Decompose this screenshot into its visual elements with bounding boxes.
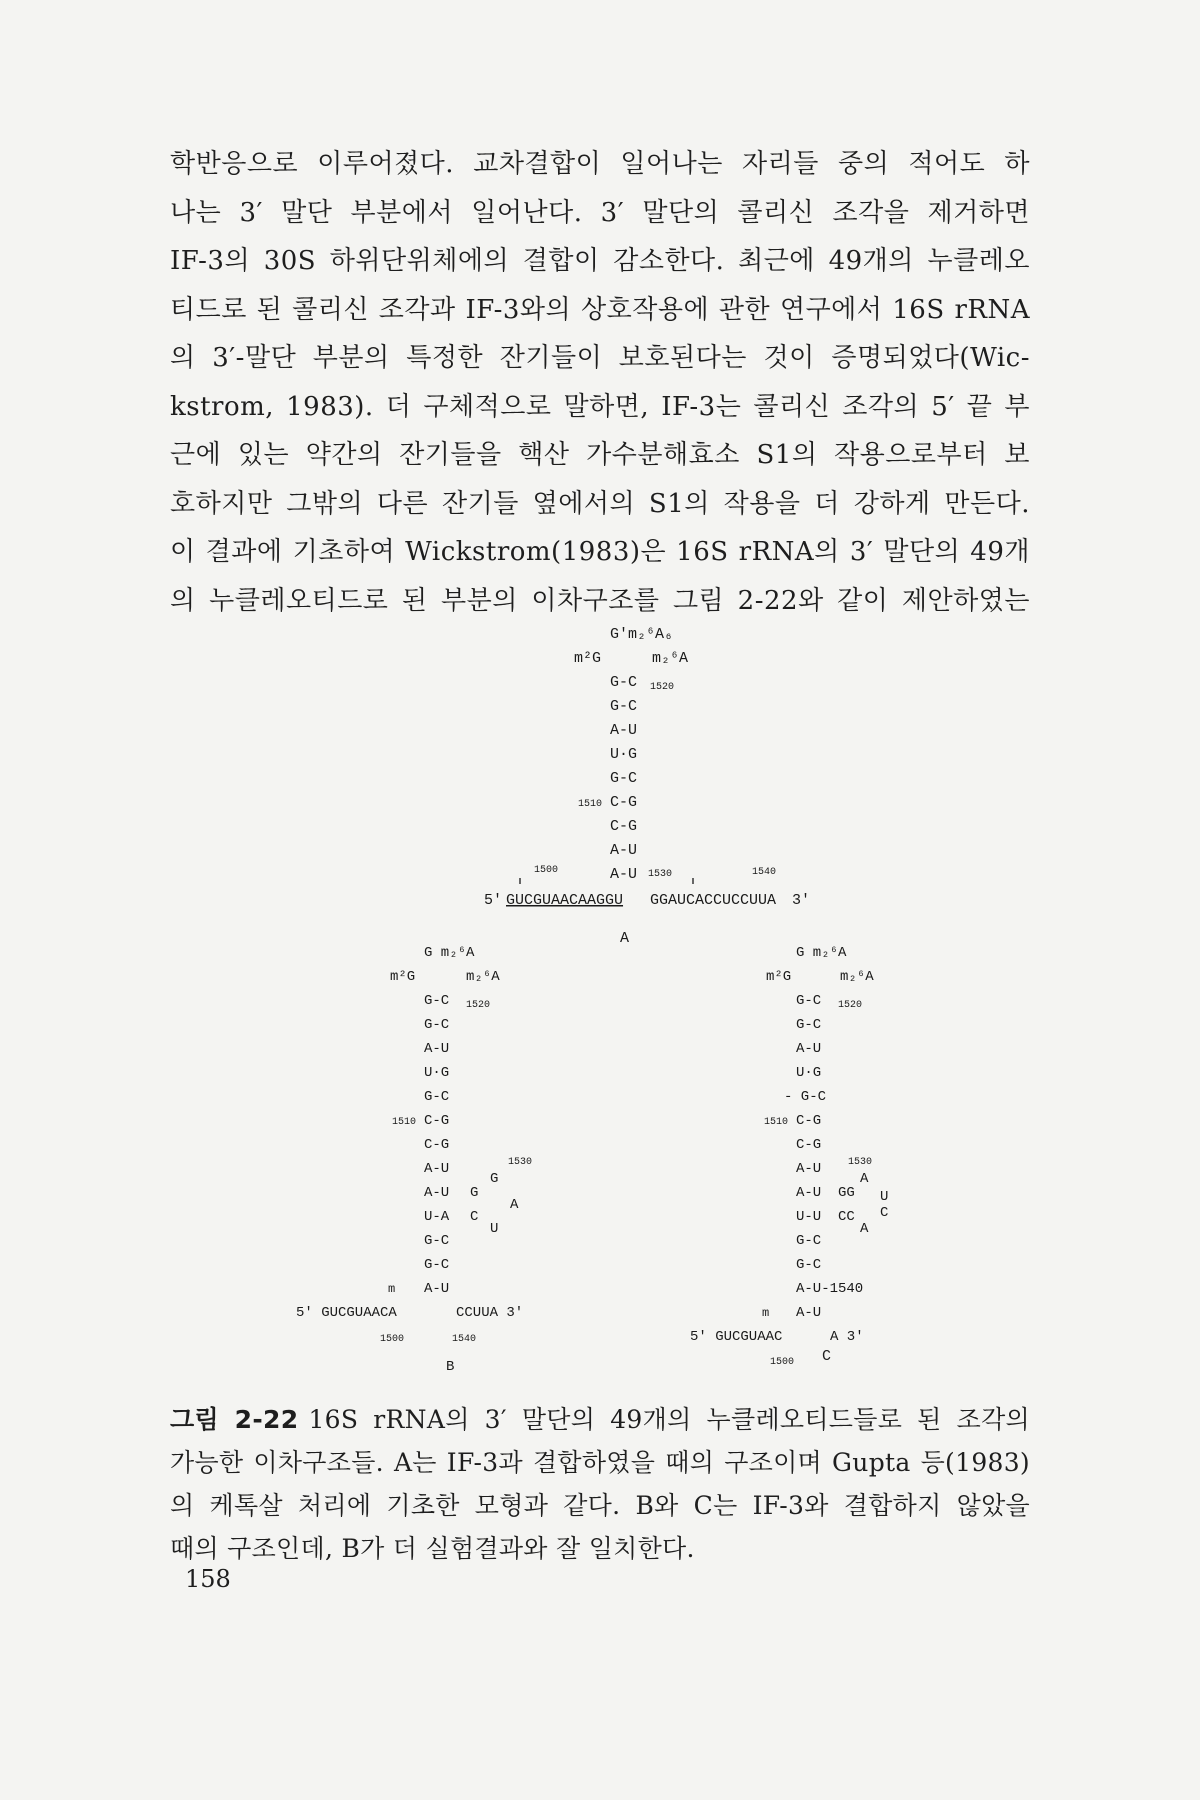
structure-c [690,945,888,1368]
a-label: A [620,930,630,947]
b-stem-pair: A-U [424,1161,450,1177]
a-seq-3prime: 3' [792,892,811,909]
b-stem-pair: G-C [424,1017,450,1033]
a-stem-pair: A-U [610,866,638,883]
c-inner: CC [838,1209,855,1225]
a-pos-label: 1520 [650,682,675,693]
b-stem-pair: A-U [424,1281,450,1297]
caption-line [170,1398,1030,1441]
b-loop-right: m₂⁶A [466,969,500,985]
b-stem-pair: A-U [424,1041,450,1057]
a-loop-top: G'm₂⁶A₆ [610,626,674,643]
b-seq: 5' GUCGUAACA [296,1305,397,1321]
body-line: 의 누클레오티드로 된 부분의 이차구조를 그림 2-22와 같이 제안하였는 [170,585,1030,616]
c-stem-pair: G-C [796,993,822,1009]
c-stem-pair: G-C [796,1233,822,1249]
b-stem-pair: G-C [424,1233,450,1249]
b-bulge-bottom: U [490,1221,499,1237]
c-seq: 5' GUCGUAAC [690,1329,783,1345]
c-loop-right: m₂⁶A [840,969,874,985]
a-seq-5prime: 5' [484,892,503,909]
caption-line: 의 케톡살 처리에 기초한 모형과 같다. B와 C는 IF-3와 결합하지 않았을 [170,1491,1030,1520]
c-stem-pair: G-C [796,1257,822,1273]
c-stem-pair: A-U-1540 [796,1281,864,1297]
b-stem-pair: G-C [424,993,450,1009]
a-stem-pair: G-C [610,674,638,691]
body-line: kstrom, 1983). 더 구체적으로 말하면, IF-3는 콜리신 조각의 5′ 끝 부 [170,391,1030,422]
figure-svg [0,610,1200,1375]
body-line: 나는 3′ 말단 부분에서 일어난다. 3′ 말단의 콜리신 조각을 제거하면 [170,197,1030,228]
b-stem-pair: C-G [424,1137,450,1153]
c-stem-pair: U-U [796,1209,822,1225]
a-stem-pair: C-G [610,818,638,835]
a-stem-pair: C-G [610,794,638,811]
b-stem-pair: C-G [424,1113,450,1129]
a-loop-right: m₂⁶A [652,650,689,667]
b-loop-top: G m₂⁶A [424,945,475,961]
c-stem-pair: - G-C [784,1089,827,1105]
body-line: 학반응으로 이루어졌다. 교차결합이 일어나는 자리들 중의 적어도 하 [170,149,1030,179]
figure-caption [170,1398,1030,1570]
c-loop-c: C [880,1205,889,1221]
b-stem-pair: G-C [424,1089,450,1105]
body-line: 근에 있는 약간의 잔기들을 핵산 가수분해효소 S1의 작용으로부터 보 [170,440,1030,470]
c-stem-pair: A-U [796,1161,822,1177]
a-stem-pair: A-U [610,842,638,859]
caption-line: 가능한 이차구조들. A는 IF-3과 결합하였을 때의 구조이며 Gupta 등(1983) [170,1448,1030,1477]
c-stem-pair: C-G [796,1137,822,1153]
b-stem-pair: G-C [424,1257,450,1273]
b-pos-label: 1530 [508,1157,533,1168]
b-pos-label: 1510 [392,1117,417,1128]
b-stem-pair: U-A [424,1209,450,1225]
b-seq-right: CCUUA 3' [456,1305,524,1321]
page-number: 158 [185,1565,231,1593]
b-bulge-right: A [510,1197,519,1213]
b-methyl: m [388,1282,396,1296]
b-label: B [446,1359,455,1375]
a-stem-pair: G-C [610,698,638,715]
caption-line: 때의 구조인데, B가 더 실험결과와 잘 일치한다. [170,1534,695,1563]
structure-b [296,945,532,1345]
c-pos-label: 1510 [764,1117,789,1128]
body-line: IF-3의 30S 하위단위체에의 결합이 감소한다. 최근에 49개의 누클레오 [170,246,1030,276]
c-loop-a2: A [860,1221,869,1237]
c-seq-right: A 3' [830,1329,864,1345]
b-bulge-left: C [470,1209,479,1225]
c-loop-a: A [860,1171,869,1187]
c-methyl: m [762,1306,770,1320]
a-loop-left: m²G [574,650,602,667]
c-stem-pair: C-G [796,1113,822,1129]
c-pos-label: 1530 [848,1157,873,1168]
b-loop-left: m²G [390,969,416,985]
body-paragraph [170,140,1030,625]
a-pos-label: 1540 [752,867,777,878]
body-line: 티드로 된 콜리신 조각과 IF-3와의 상호작용에 관한 연구에서 16S rRNA [170,294,1030,325]
c-stem-pair: A-U [796,1305,822,1321]
b-stem-pair: U·G [424,1065,450,1081]
structure-a [484,626,810,947]
c-stem-pair: G-C [796,1017,822,1033]
c-pos-label: 1500 [770,1357,795,1368]
body-line: 의 3′-말단 부분의 특정한 잔기들이 보호된다는 것이 증명되었다(Wic- [170,343,1030,373]
c-inner: GG [838,1185,855,1201]
c-loop-top: G m₂⁶A [796,945,847,961]
b-pos-label: 1520 [466,1000,491,1011]
caption-lead: 그림 2-22 [170,1405,299,1434]
caption-text: 16S rRNA의 3′ 말단의 49개의 누클레오티드들로 된 조각의 [308,1405,1030,1434]
c-label: C [822,1348,832,1365]
c-loop-left: m²G [766,969,792,985]
a-stem-pair: A-U [610,722,638,739]
a-pos-label: 1500 [534,865,559,876]
body-line: 호하지만 그밖의 다른 잔기들 옆에서의 S1의 작용을 더 강하게 만든다. [170,488,1030,519]
body-line: 이 결과에 기초하여 Wickstrom(1983)은 16S rRNA의 3′ 말단의 49개 [170,537,1030,567]
c-stem-pair: U·G [796,1065,822,1081]
rna-structure-figure [0,610,1200,1375]
c-pos-label: 1520 [838,1000,863,1011]
b-pos-label: 1540 [452,1334,477,1345]
c-stem-pair: A-U [796,1185,822,1201]
c-stem-pair: A-U [796,1041,822,1057]
a-stem-pair: U·G [610,746,638,763]
b-pos-label: 1500 [380,1334,405,1345]
c-loop-u: U [880,1189,889,1205]
a-pos-label: 1510 [578,799,603,810]
b-stem-pair: A-U [424,1185,450,1201]
a-pos-label: 1530 [648,869,673,880]
a-seq-left: GUCGUAACAAGGU [506,892,624,909]
a-seq-right: GGAUCACCUCCUUA [650,892,777,909]
b-bulge-top: G [490,1171,499,1187]
b-bulge-left: G [470,1185,479,1201]
a-stem-pair: G-C [610,770,638,787]
